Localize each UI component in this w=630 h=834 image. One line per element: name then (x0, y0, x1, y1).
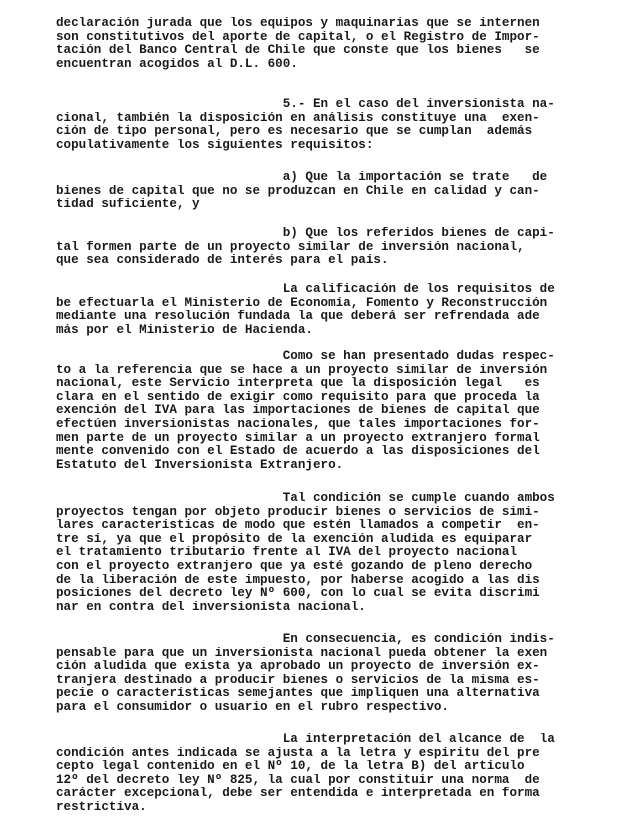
text-line: restrictiva. (56, 800, 147, 814)
text-line: men parte de un proyecto similar a un proyecto extranjero formal (56, 431, 540, 445)
text-line: efectúen inversionistas nacionales, que tales importaciones for- (56, 417, 540, 431)
text-line: exención del IVA para las importaciones de bienes de capital que (56, 404, 540, 418)
text-line: condición antes indicada se ajusta a la letra y espíritu del pre (56, 746, 540, 760)
text-line: be efectuarla el Ministerio de Economía, Fomento y Reconstrucción (56, 296, 548, 310)
text-line: tal formen parte de un proyecto similar de inversión nacional, (56, 240, 525, 254)
paragraph-calificacion (56, 283, 604, 337)
text-line: copulativamente los siguientes requisitos: (56, 138, 374, 152)
text-line: En consecuencia, es condición indis- (56, 633, 555, 646)
text-line: cepto legal contenido en el Nº 10, de la letra B) del artículo (56, 760, 525, 774)
text-line: posiciones del decreto ley Nº 600, con lo cual se evita discrimi (56, 587, 540, 601)
text-line: ción aludida que exista ya aprobado un proyecto de inversión ex- (56, 660, 540, 674)
paragraph-dudas (56, 350, 604, 472)
text-line: más por el Ministerio de Hacienda. (56, 323, 313, 337)
text-line: pecie o características semejantes que impliquen una alternativa (56, 687, 540, 701)
text-line: declaración jurada que los equipos y maquinarias que se internen (56, 17, 540, 30)
text-line: que sea considerado de interés para el país. (56, 254, 389, 268)
text-line: tre sí, ya que el propósito de la exención aludida es equiparar (56, 532, 533, 546)
text-line: clara en el sentido de exigir como requisito para que proceda la (56, 390, 540, 404)
text-line: el tratamiento tributario frente al IVA del proyecto nacional (56, 546, 518, 560)
text-line: cional, también la disposición en análisis constituye una exen- (56, 111, 540, 125)
text-line: nacional, este Servicio interpreta que la disposición legal es (56, 377, 540, 391)
text-line: Como se han presentado dudas respec- (56, 350, 555, 363)
paragraph-requisito-b (56, 227, 604, 268)
text-line: mediante una resolución fundada la que deberá ser refrendada ade (56, 310, 540, 324)
text-line: b) Que los referidos bienes de capi- (56, 227, 555, 240)
text-line: bienes de capital que no se produzcan en Chile en calidad y can- (56, 184, 540, 198)
paragraph-declaracion-jurada (56, 17, 604, 71)
text-line: de la liberación de este impuesto, por haberse acogido a las dis (56, 573, 540, 587)
text-line: pensable para que un inversionista nacional pueda obtener la exen (56, 646, 548, 660)
text-line: lares características de modo que estén llamados a competir en- (56, 519, 540, 533)
text-line: to a la referencia que se hace a un proyecto similar de inversión (56, 363, 548, 377)
text-line: 12º del decreto ley Nº 825, la cual por constituir una norma de (56, 773, 540, 787)
paragraph-item-5 (56, 98, 604, 152)
text-line: encuentran acogidos al D.L. 600. (56, 57, 298, 71)
paragraph-interpretacion (56, 733, 604, 815)
text-line: La calificación de los requisitos de (56, 283, 555, 296)
text-line: Tal condición se cumple cuando ambos (56, 492, 555, 505)
text-line: tranjera destinado a producir bienes o servicios de la misma es- (56, 673, 540, 687)
text-line: tidad suficiente, y (56, 198, 200, 212)
paragraph-tal-condicion (56, 492, 604, 614)
text-line: ción de tipo personal, pero es necesario que se cumplan además (56, 125, 533, 139)
text-line: Estatuto del Inversionista Extranjero. (56, 458, 344, 472)
text-line: 5.- En el caso del inversionista na- (56, 98, 555, 111)
text-line: para el consumidor o usuario en el rubro respectivo. (56, 700, 449, 714)
text-line: nar en contra del inversionista nacional. (56, 600, 366, 614)
text-line: carácter excepcional, debe ser entendida e interpretada en forma (56, 787, 540, 801)
paragraph-requisito-a (56, 171, 604, 212)
text-line: proyectos tengan por objeto producir bienes o servicios de simi- (56, 505, 540, 519)
text-line: La interpretación del alcance de la (56, 733, 555, 746)
paragraph-consecuencia (56, 633, 604, 715)
text-line: a) Que la importación se trate de (56, 171, 548, 184)
text-line: con el proyecto extranjero que ya esté gozando de pleno derecho (56, 559, 533, 573)
text-line: son constitutivos del aporte de capital, o el Registro de Impor- (56, 30, 540, 44)
text-line: tación del Banco Central de Chile que conste que los bienes se (56, 44, 540, 58)
text-line: mente convenido con el Estado de acuerdo a las disposiciones del (56, 445, 540, 459)
